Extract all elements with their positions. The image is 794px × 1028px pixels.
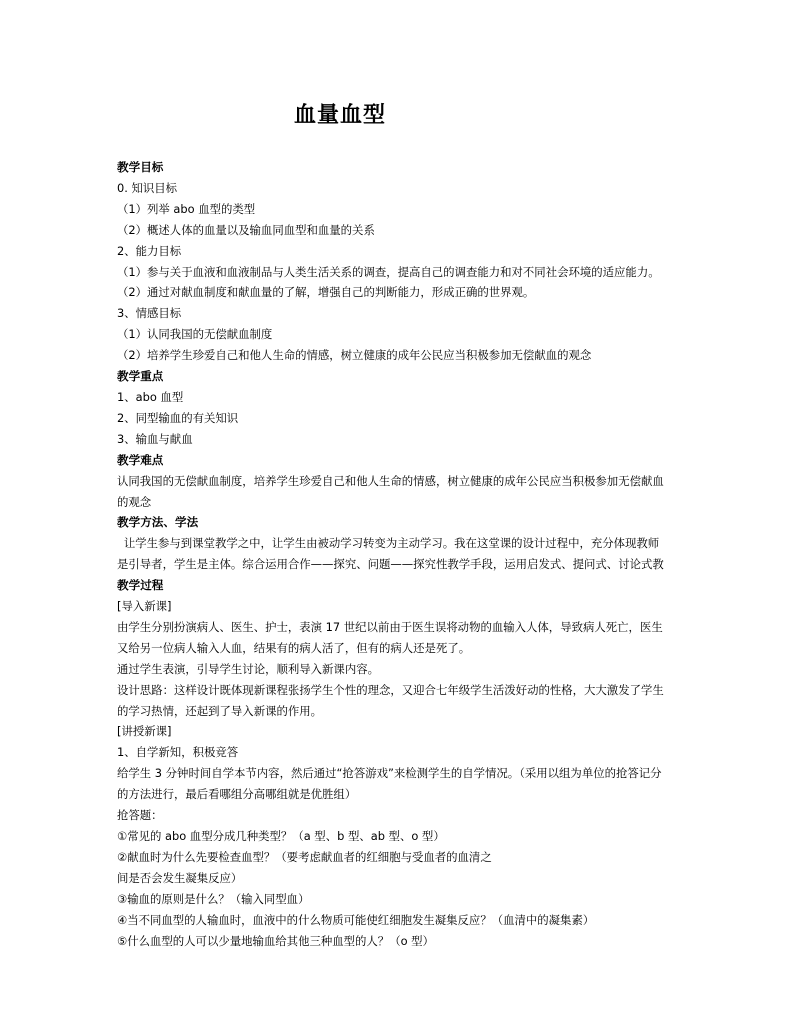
text-line: 1、自学新知，积极竞答 (117, 745, 239, 760)
text-line: 让学生参与到课堂教学之中，让学生由被动学习转变为主动学习。我在这堂课的设计过程中，充分体现教师 (123, 536, 660, 551)
text-line: [导入新课] (117, 599, 172, 614)
text-line: 间是否会发生凝集反应） (117, 870, 243, 885)
text-line: 给学生 3 分钟时间自学本节内容，然后通过“抢答游戏”来检测学生的自学情况。（采用以组为单位的抢答记分 (117, 766, 662, 781)
document-title: 血量血型 (293, 102, 386, 128)
text-line: ①常见的 abo 血型分成几种类型？（a 型、b 型、ab 型、o 型） (117, 829, 445, 843)
text-line: 抢答题： (117, 808, 163, 823)
text-line: 设计思路：这样设计既体现新课程张扬学生个性的理念，又迎合七年级学生活泼好动的性格，大大激发了学生 (117, 682, 664, 697)
text-line: （1）认同我国的无偿献血制度 (117, 327, 273, 342)
text-line: （2）培养学生珍爱自己和他人生命的情感，树立健康的成年公民应当积极参加无偿献血的观念 (117, 348, 592, 363)
text-line: （1）参与关于血液和血液制品与人类生活关系的调查，提高自己的调查能力和对不同社会环境的适应能力。 (117, 264, 660, 279)
text-line: 的方法进行，最后看哪组分高哪组就是优胜组） (117, 787, 357, 802)
text-line: 的学习热情，还起到了导入新课的作用。 (117, 703, 323, 718)
text-line: 的观念 (117, 494, 152, 509)
text-line: 是引导者，学生是主体。综合运用合作——探究、问题——探究性教学手段，运用启发式、提问式、讨论式教 (117, 557, 664, 572)
section-heading: 教学过程 (117, 578, 164, 593)
text-line: 3、输血与献血 (117, 431, 193, 446)
section-heading: 教学方法、学法 (117, 515, 199, 530)
text-line: （2）概述人体的血量以及输血同血型和血量的关系 (117, 222, 375, 237)
text-line: （1）列举 abo 血型的类型 (117, 201, 256, 216)
section-heading: 教学难点 (117, 452, 164, 467)
text-line: [讲授新课] (117, 724, 172, 739)
text-line: 0. 知识目标 (117, 180, 178, 195)
text-line: 2、同型输血的有关知识 (117, 410, 239, 425)
section-heading: 教学目标 (117, 160, 164, 174)
text-line: （2）通过对献血制度和献血量的了解，增强自己的判断能力，形成正确的世界观。 (117, 285, 535, 300)
text-line: ④当不同血型的人输血时，血液中的什么物质可能使红细胞发生凝集反应？（血清中的凝集素） (117, 912, 595, 927)
text-line: 又给另一位病人输入人血，结果有的病人活了，但有的病人还是死了。 (117, 640, 471, 655)
text-line: ⑤什么血型的人可以少量地输血给其他三种血型的人？（o 型） (117, 933, 434, 948)
text-line: ③输血的原则是什么？（输入同型血） (117, 891, 310, 906)
text-line: 通过学生表演，引导学生讨论，顺利导入新课内容。 (117, 661, 379, 676)
text-line: 1、abo 血型 (117, 389, 184, 404)
text-line: ②献血时为什么先要检查血型？（要考虑献血者的红细胞与受血者的血清之 (117, 849, 492, 864)
text-line: 认同我国的无偿献血制度，培养学生珍爱自己和他人生命的情感，树立健康的成年公民应当积极参加无偿献血 (117, 473, 664, 488)
document-body (117, 157, 679, 951)
text-line: 3、情感目标 (117, 306, 182, 321)
section-heading: 教学重点 (117, 369, 164, 384)
text-line: 2、能力目标 (117, 243, 182, 258)
text-line: 由学生分别扮演病人、医生、护士，表演 17 世纪以前由于医生误将动物的血输入人体，导致病人死亡，医生 (117, 619, 663, 634)
